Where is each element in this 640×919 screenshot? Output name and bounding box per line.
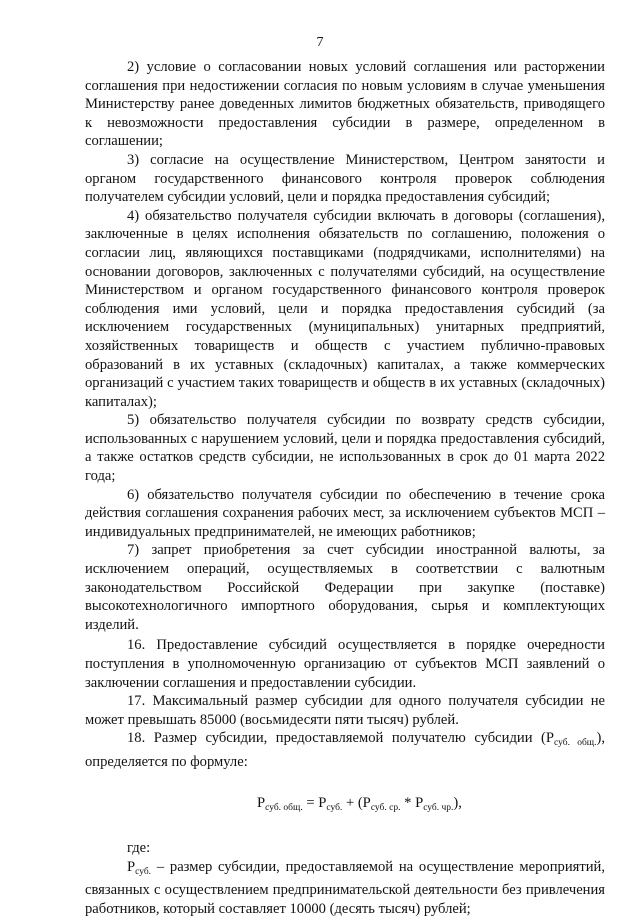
- definition-subscript: суб.: [135, 866, 152, 877]
- paragraph-condition-7: 7) запрет приобретения за счет субсидии иностранной валюты, за исключением операций, осуществляемых в соответствии с валютным законодательством Российской Федерации при закупке (поставке) высокотехнологичного импортного оборудования, сырья и комплектующих изделий.: [85, 542, 605, 633]
- formula-symbol: P: [257, 794, 266, 811]
- definition-paragraph: [85, 858, 605, 919]
- paragraph-18-text: 18. Размер субсидии, предоставляемой получателю субсидии (P: [127, 730, 555, 747]
- paragraph-condition-3: 3) согласие на осуществление Министерством, Центром занятости и органом государственного финансового контроля проверок соблюдения получателем субсидии условий, цели и порядка предоставления субсидий;: [85, 151, 605, 206]
- paragraph-18: [85, 729, 605, 771]
- where-label: где:: [127, 840, 151, 857]
- page-number: 7: [316, 35, 324, 50]
- formula-subscript: суб. чр.: [423, 802, 454, 813]
- paragraph-16: 16. Предоставление субсидий осуществляется в порядке очередности поступления в уполномоченную организацию от субъектов МСП заявлений о заключении соглашения и предоставлении субсидии.: [85, 637, 605, 691]
- paragraph-condition-5: 5) обязательство получателя субсидии по возврату средств субсидии, использованных с нарушением условий, цели и порядка предоставления субсидий, а также остатков средств субсидии, не использованных в срок до 01 марта 2022 года;: [85, 412, 605, 485]
- definition-symbol: P: [127, 858, 136, 875]
- subsidy-formula: [85, 794, 605, 818]
- paragraph-condition-6: 6) обязательство получателя субсидии по обеспечению в течение срока действия соглашения сохранения рабочих мест, за исключением субъектов МСП – индивидуальных предпринимателей, не имеющих работников;: [85, 486, 605, 540]
- paragraph-condition-2: 2) условие о согласовании новых условий соглашения или расторжении соглашения при недостижении согласия по новым условиям в случае уменьшения Министерству ранее доведенных лимитов бюджетных обязательств, приводящего к невозможности предоставления субсидии в размере, определенном в соглашении;: [85, 59, 605, 150]
- formula-subscript: суб. общ.: [265, 802, 303, 813]
- paragraph-17: 17. Максимальный размер субсидии для одного получателя субсидии не может превышать 85000 (восьмидесяти пяти тысяч) рублей.: [85, 693, 605, 728]
- formula-operator: * P: [400, 794, 424, 811]
- paragraph-18-subscript: суб. общ.: [554, 738, 597, 749]
- formula-subscript: суб. ср.: [370, 802, 401, 813]
- formula-operator: + (P: [342, 794, 371, 811]
- paragraph-condition-4: 4) обязательство получателя субсидии включать в договоры (соглашения), заключенные в целях исполнения обязательств по соглашению, положения о согласии лиц, являющихся поставщиками (подрядчиками, исполнителями) на основании договоров, заключенных с получателями субсидий, на осуществление Министерством и органом государственного финансового контроля проверок соблюдения ими условий, цели и порядка предоставления субсидий (за исключением государственных (муниципальных) унитарных предприятий, хозяйственных товариществ и обществ с участием публично-правовых образований в их уставных (складочных) капиталах, а также коммерческих организаций с участием таких товариществ и обществ в их уставных (складочных) капиталах);: [85, 207, 605, 410]
- formula-operator: ),: [453, 794, 462, 811]
- formula-operator: = P: [302, 794, 327, 811]
- paragraph-18-tail: ), определяется по формуле:: [85, 730, 606, 770]
- document-body: [85, 58, 605, 919]
- definition-text: – размер субсидии, предоставляемой на осуществление мероприятий, связанных с осуществлением предпринимательской деятельности без привлечения работников, который составляет 10000 (десять тысяч) рублей;: [85, 858, 605, 917]
- formula-subscript: суб.: [326, 802, 343, 813]
